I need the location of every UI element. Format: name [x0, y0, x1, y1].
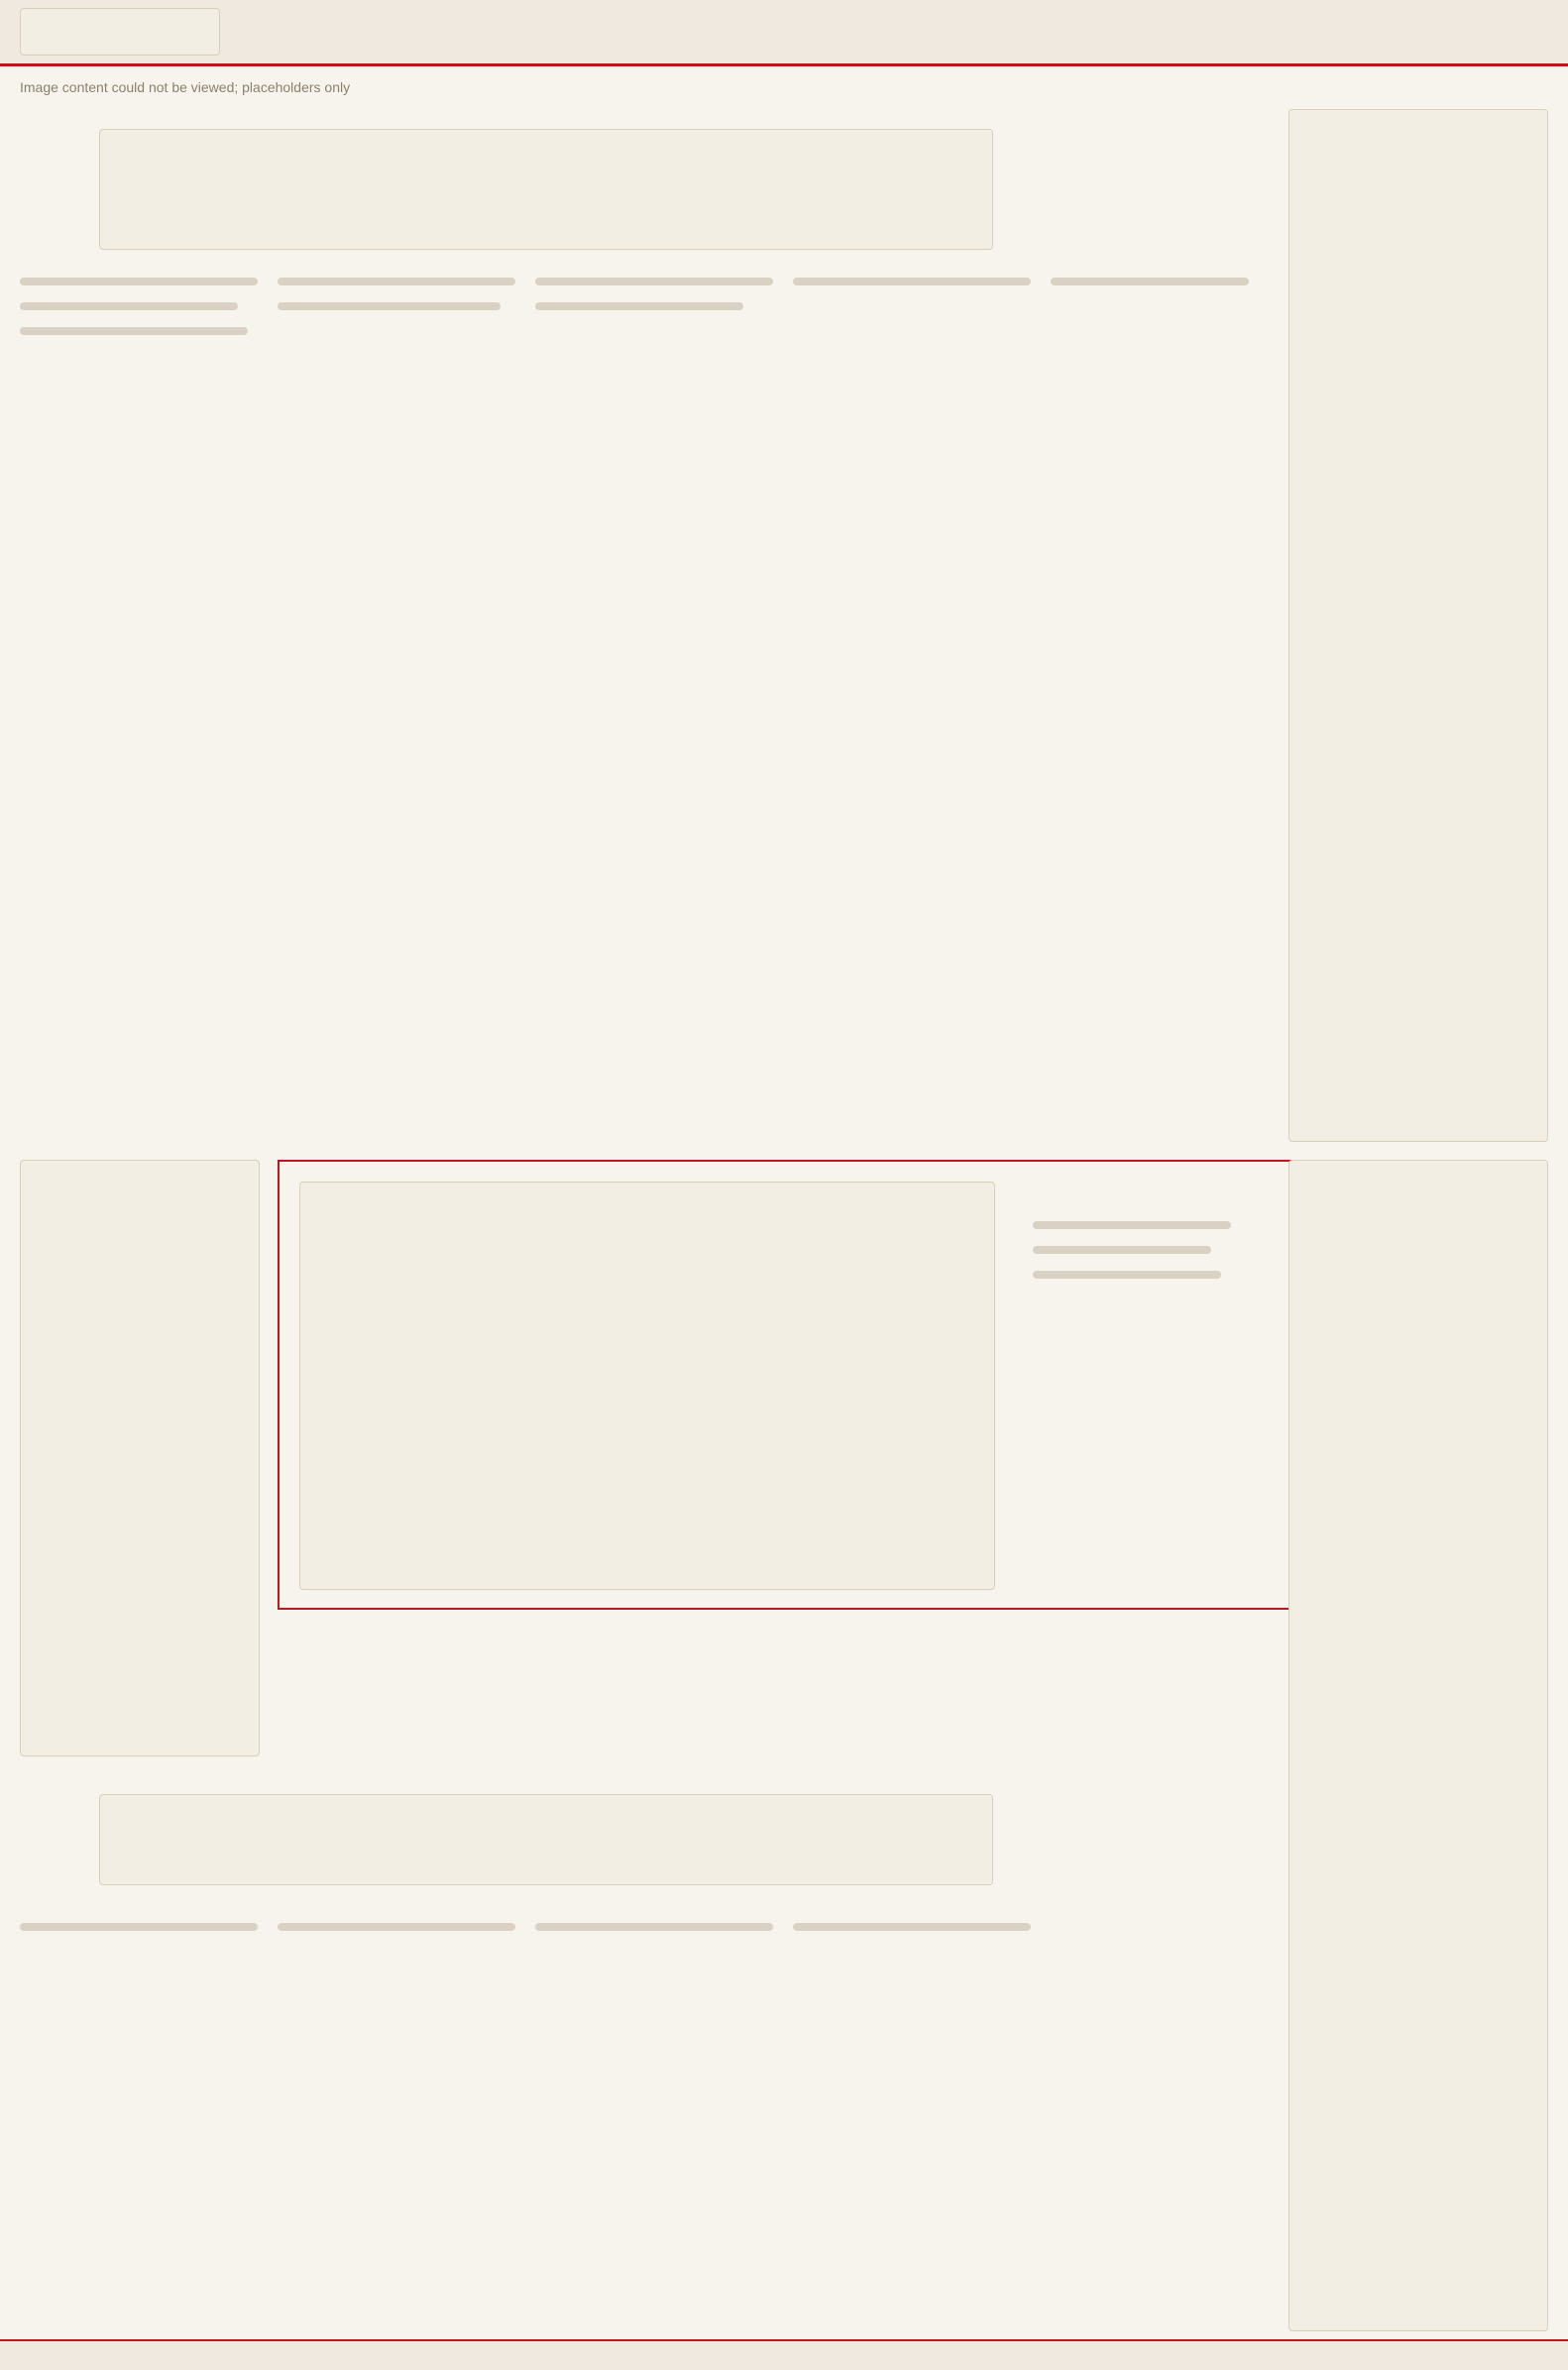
logo-placeholder	[20, 8, 220, 56]
left-sidebar-placeholder	[20, 1160, 260, 1756]
photo-feature	[278, 1160, 1292, 1610]
photo-placeholder	[299, 1182, 995, 1590]
bottom-headline-placeholder	[99, 1794, 993, 1885]
footer	[0, 2339, 1568, 2370]
headline-placeholder	[99, 129, 993, 250]
lead-story	[20, 109, 1269, 1140]
bottom-story	[20, 1774, 1269, 2329]
right-bottom-placeholder	[1288, 1160, 1548, 2331]
unavailable-note: Image content could not be viewed; placeholders only	[20, 79, 351, 95]
masthead	[0, 0, 1568, 66]
right-column-placeholder	[1288, 109, 1548, 1142]
